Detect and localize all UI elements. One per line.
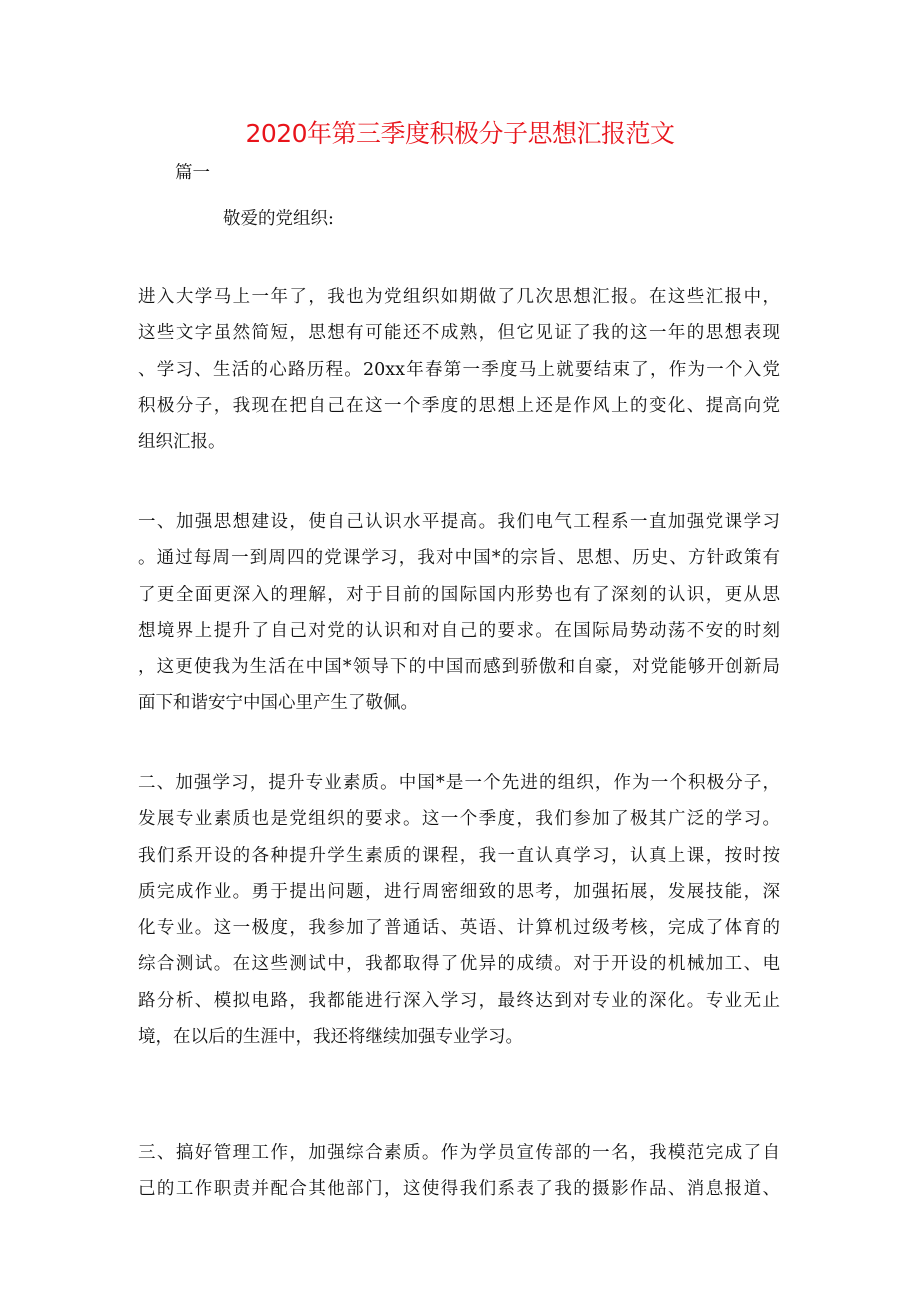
- paragraph-line: 想境界上提升了自己对党的认识和对自己的要求。在国际局势动荡不安的时刻: [138, 620, 780, 641]
- paragraph-line: 己的工作职责并配合其他部门，这使得我们系表了我的摄影作品、消息报道、: [138, 1179, 780, 1200]
- paragraph-line: 路分析、模拟电路，我都能进行深入学习，最终达到对专业的深化。专业无止: [138, 990, 780, 1011]
- paragraph-line: 这些文字虽然简短，思想有可能还不成熟，但它见证了我的这一年的思想表现: [138, 323, 780, 344]
- paragraph-line: ，这更使我为生活在中国*领导下的中国而感到骄傲和自豪，对党能够开创新局: [138, 657, 780, 678]
- salutation: 敬爱的党组织:: [223, 209, 334, 229]
- paragraph-line: 、学习、生活的心路历程。20xx年春第一季度马上就要结束了，作为一个入党: [138, 359, 780, 380]
- paragraph-line: 化专业。这一极度，我参加了普通话、英语、计算机过级考核，完成了体育的: [138, 918, 780, 939]
- paragraph-line: 我们系开设的各种提升学生素质的课程，我一直认真学习，认真上课，按时按: [138, 845, 780, 866]
- paragraph-line: 面下和谐安宁中国心里产生了敬佩。: [138, 693, 418, 714]
- paragraph-line: 综合测试。在这些测试中，我都取得了优异的成绩。对于开设的机械加工、电: [138, 954, 780, 975]
- paragraph-line: 发展专业素质也是党组织的要求。这一个季度，我们参加了极其广泛的学习。: [138, 809, 780, 830]
- paragraph: [138, 286, 780, 467]
- paragraph-line: 三、搞好管理工作，加强综合素质。作为学员宣传部的一名，我模范完成了自: [138, 1143, 780, 1163]
- paragraph-line: 了更全面更深入的理解，对于目前的国际国内形势也有了深刻的认识，更从思: [138, 584, 780, 605]
- document-title: 2020年第三季度积极分子思想汇报范文: [245, 119, 675, 148]
- paragraph-line: 质完成作业。勇于提出问题，进行周密细致的思考，加强拓展，发展技能，深: [138, 881, 780, 902]
- paragraph-line: 。通过每周一到周四的党课学习，我对中国*的宗旨、思想、历史、方针政策有: [138, 548, 780, 569]
- paragraph-line: 二、加强学习，提升专业素质。中国*是一个先进的组织，作为一个积极分子，: [138, 773, 780, 793]
- paragraph-line: 一、加强思想建设，使自己认识水平提高。我们电气工程系一直加强党课学习: [138, 512, 780, 532]
- paragraph: [138, 772, 780, 1062]
- paragraph-line: 进入大学马上一年了，我也为党组织如期做了几次思想汇报。在这些汇报中，: [138, 287, 780, 307]
- paragraph-line: 积极分子，我现在把自己在这一个季度的思想上还是作风上的变化、提高向党: [138, 395, 780, 416]
- paragraph: [138, 1142, 780, 1215]
- section-label: 篇一: [175, 163, 210, 183]
- paragraph-line: 组织汇报。: [138, 432, 226, 453]
- paragraph: [138, 511, 780, 729]
- paragraph-line: 境，在以后的生涯中，我还将继续加强专业学习。: [138, 1027, 523, 1048]
